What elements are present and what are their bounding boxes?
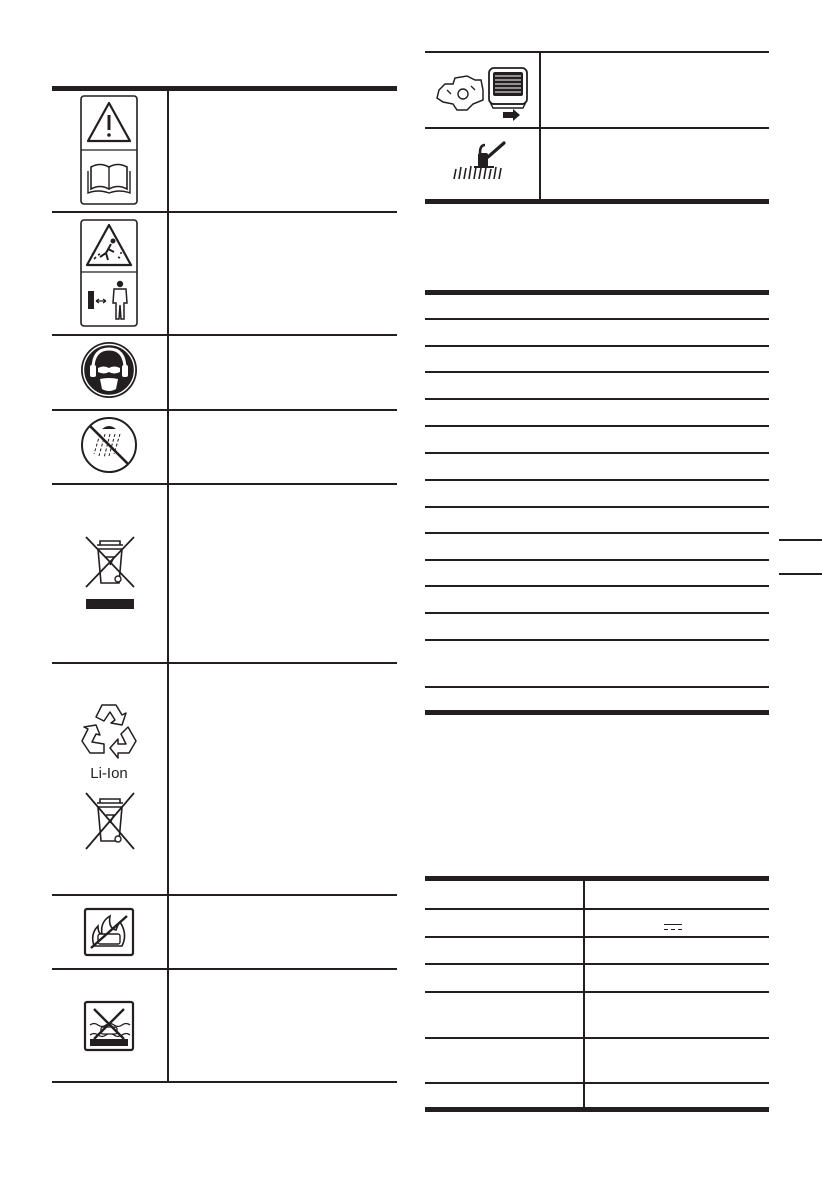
spec-table-row-divider (425, 425, 769, 427)
weee-crossed-bin-icon (84, 793, 136, 851)
left-table-column-divider (167, 91, 169, 1081)
remove-battery-icon (433, 60, 533, 122)
do-not-dispose-in-water-icon (84, 1001, 134, 1051)
right-table-column-divider (539, 51, 541, 201)
spec-table-row-divider (425, 1082, 769, 1084)
spec-table-row-divider (425, 585, 769, 587)
left-table-row-divider (52, 409, 397, 411)
spec-table-row-divider (425, 506, 769, 508)
spec-table-row-divider (425, 991, 769, 993)
left-table-top-rule (52, 86, 397, 91)
li-ion-label: Li-Ion (90, 765, 128, 782)
direct-current-icon (664, 924, 682, 932)
do-not-expose-to-rain-icon (80, 416, 138, 474)
spec-table-row-divider (425, 908, 769, 910)
cutting-height-icon (450, 139, 510, 183)
spec-table-row-divider (425, 452, 769, 454)
left-table-row-divider (52, 334, 397, 336)
side-tab-mark (779, 539, 822, 541)
spec-table-row-divider (425, 963, 769, 965)
left-table-row-divider (52, 662, 397, 664)
left-table-bottom-rule (52, 1081, 397, 1083)
spec-table-top-rule (425, 290, 769, 295)
spec-table-row-divider (425, 686, 769, 688)
eye-ear-protection-icon (80, 341, 138, 399)
right-table-top-rule (425, 51, 769, 53)
spec-table-row-divider (425, 345, 769, 347)
spec-table-row-divider (425, 371, 769, 373)
spec-table-row-divider (425, 532, 769, 534)
left-table-row-divider (52, 211, 397, 213)
spec-table-row-divider (425, 612, 769, 614)
left-table-row-divider (52, 968, 397, 970)
spec-table-top-rule (425, 876, 769, 881)
spec-table-row-divider (425, 318, 769, 320)
flying-debris-keep-bystanders-away-icon (80, 219, 138, 327)
spec-table-row-divider (425, 1037, 769, 1039)
spec-table-row-divider (425, 398, 769, 400)
warning-read-manual-icon (80, 95, 138, 205)
spec-table-bottom-rule (425, 1107, 769, 1112)
left-table-row-divider (52, 894, 397, 896)
do-not-dispose-in-fire-icon (84, 908, 134, 956)
weee-crossed-bin-icon (84, 535, 136, 611)
li-ion-recycle-icon (80, 701, 138, 761)
spec-table-column-divider (583, 881, 585, 1107)
spec-table-row-divider (425, 479, 769, 481)
spec-table-row-divider (425, 559, 769, 561)
spec-table-row-divider (425, 936, 769, 938)
spec-table-row-divider (425, 639, 769, 641)
side-tab-mark (779, 573, 822, 575)
right-table-bottom-rule (425, 199, 769, 204)
left-table-row-divider (52, 483, 397, 485)
right-table-row-divider (425, 127, 769, 129)
spec-table-bottom-rule (425, 710, 769, 715)
